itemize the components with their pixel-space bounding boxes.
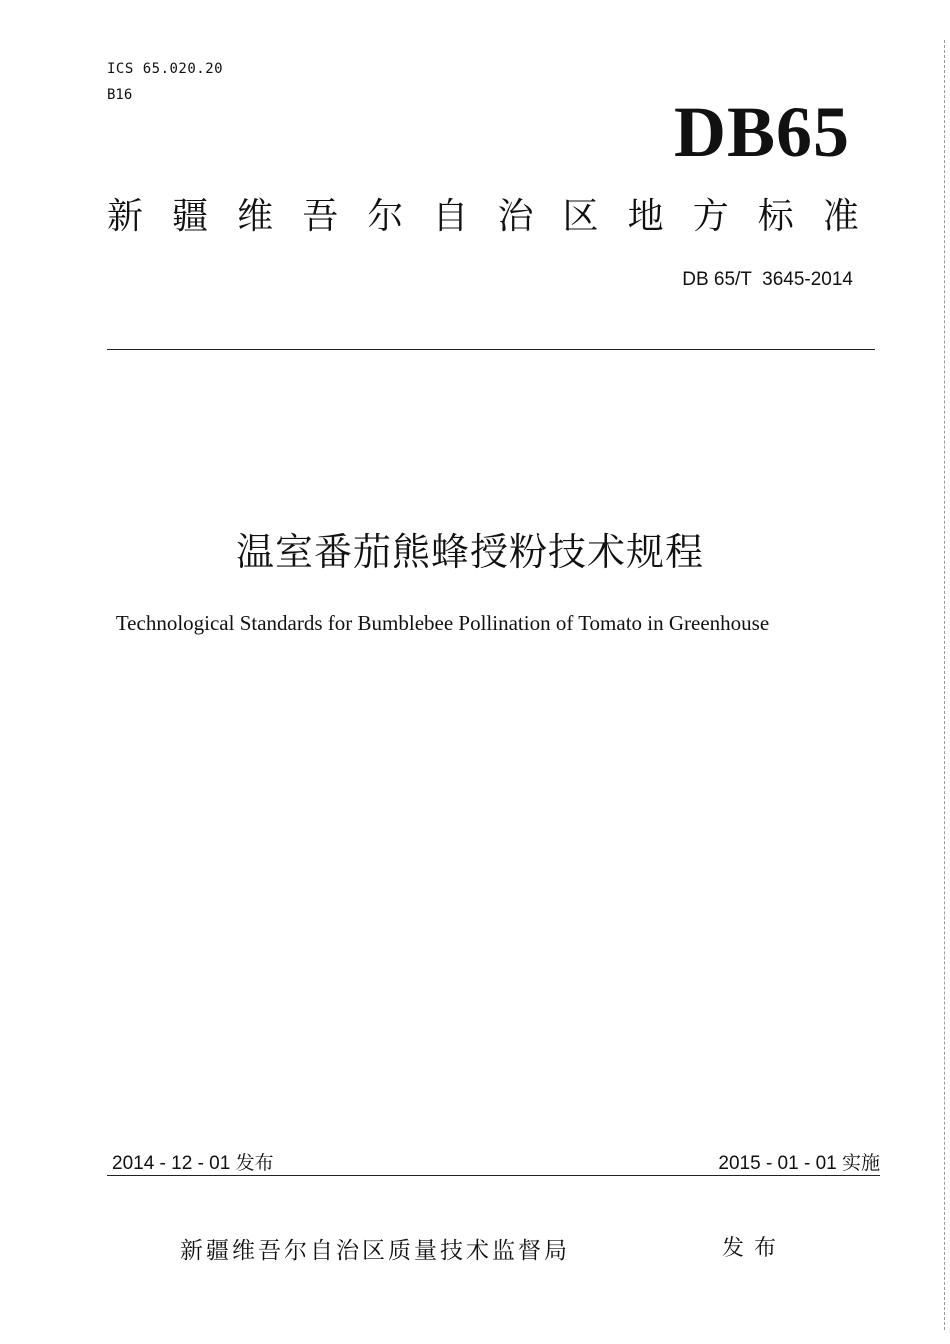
issuing-authority: 新疆维吾尔自治区质量技术监督局 [180, 1238, 570, 1264]
authority-title-char: 标 [757, 196, 794, 237]
ics-code: ICS 65.020.20 [107, 61, 224, 77]
authority-title-char: 地 [627, 196, 664, 237]
authority-title-char: 新 [107, 196, 144, 237]
authority-title-char: 准 [822, 196, 859, 237]
implementation-date: 2015 - 01 - 01 实施 [718, 1153, 880, 1174]
authority-title-char: 疆 [172, 196, 209, 237]
header-divider [107, 349, 875, 350]
db65-logo: DB65 [673, 92, 850, 172]
authority-title-char: 治 [497, 196, 534, 237]
authority-title-char: 区 [562, 196, 599, 237]
authority-title-char: 吾 [302, 196, 339, 237]
english-title: Technological Standards for Bumblebee Pollination of Tomato in Greenhouse [115, 611, 770, 635]
scan-edge-line [944, 40, 946, 1330]
authority-title [107, 192, 859, 242]
issue-word: 发布 [722, 1236, 787, 1261]
authority-title-char: 尔 [367, 196, 404, 237]
standard-number: DB 65/T 3645-2014 [682, 269, 853, 290]
issue-date: 2014 - 12 - 01 发布 [112, 1153, 274, 1174]
chinese-title: 温室番茄熊蜂授粉技术规程 [235, 530, 704, 574]
authority-title-char: 自 [432, 196, 469, 237]
footer-divider [107, 1175, 880, 1176]
ccs-code: B16 [107, 87, 133, 103]
authority-title-char: 维 [237, 196, 274, 237]
authority-title-char: 方 [692, 196, 729, 237]
